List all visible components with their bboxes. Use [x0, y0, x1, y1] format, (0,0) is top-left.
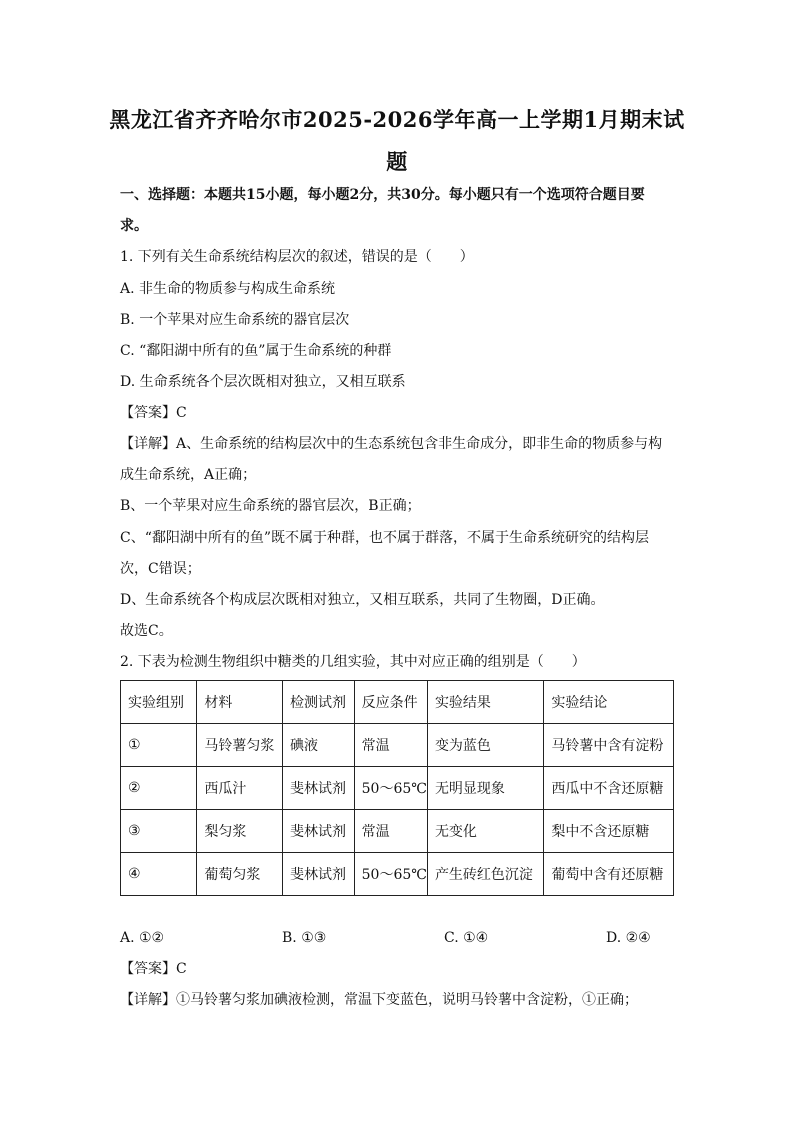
q1-explanation-line: D、生命系统各个构成层次既相对独立，又相互联系，共同了生物圈，D正确。	[120, 592, 605, 608]
table-cell: 常温	[354, 810, 427, 853]
table-cell: 无变化	[427, 810, 543, 853]
table-row	[121, 767, 674, 810]
table-cell: 梨中不含还原糖	[544, 810, 674, 853]
table-header-row	[121, 681, 674, 724]
q2-option-c: C. ①④	[444, 930, 489, 946]
table-header-cell: 反应条件	[354, 681, 427, 724]
table-cell: 无明显现象	[427, 767, 543, 810]
table-cell: 变为蓝色	[427, 724, 543, 767]
table-header-cell: 实验结论	[544, 681, 674, 724]
q2-option-a: A. ①②	[120, 930, 165, 946]
q2-explanation: 【详解】①马铃薯匀浆加碘液检测，常温下变蓝色，说明马铃薯中含淀粉，①正确；	[120, 992, 638, 1008]
table-row	[121, 853, 674, 896]
q1-explanation-line: B、一个苹果对应生命系统的器官层次，B正确；	[120, 498, 421, 514]
table-cell: 马铃薯匀浆	[197, 724, 283, 767]
q2-option-d: D. ②④	[606, 930, 651, 946]
section-heading-line-1: 一、选择题：本题共15小题，每小题2分，共30分。每小题只有一个选项符合题目要	[120, 187, 645, 203]
q2-stem: 2. 下表为检测生物组织中糖类的几组实验，其中对应正确的组别是（ ）	[120, 654, 586, 670]
q1-explanation-line: C、“鄱阳湖中所有的鱼”既不属于种群，也不属于群落，不属于生命系统研究的结构层	[120, 530, 650, 546]
q1-stem: 1. 下列有关生命系统结构层次的叙述，错误的是（ ）	[120, 249, 474, 265]
table-cell: 产生砖红色沉淀	[427, 853, 543, 896]
table-cell: 斐林试剂	[283, 767, 355, 810]
table-cell: 斐林试剂	[283, 853, 355, 896]
table-header-cell: 材料	[197, 681, 283, 724]
table-cell: 斐林试剂	[283, 810, 355, 853]
q1-option-b: B. 一个苹果对应生命系统的器官层次	[120, 312, 350, 328]
table-cell: ②	[121, 767, 197, 810]
q1-explanation-line: 【详解】A、生命系统的结构层次中的生态系统包含非生命成分，即非生命的物质参与构	[120, 436, 663, 452]
q1-option-d: D. 生命系统各个层次既相对独立，又相互联系	[120, 374, 406, 390]
sugar-test-table	[120, 680, 674, 896]
q1-explanation-line: 次，C错误；	[120, 561, 201, 577]
table-cell: 葡萄匀浆	[197, 853, 283, 896]
table-cell: ③	[121, 810, 197, 853]
table-row	[121, 724, 674, 767]
section-heading-line-2: 求。	[120, 218, 148, 234]
q1-explanation-line: 故选C。	[120, 623, 173, 639]
table-cell: ①	[121, 724, 197, 767]
exam-title-line-1: 黑龙江省齐齐哈尔市2025-2026学年高一上学期1月期末试	[109, 107, 685, 132]
table-header-cell: 检测试剂	[283, 681, 355, 724]
table-cell: 50～65℃	[354, 853, 427, 896]
table-cell: 西瓜中不含还原糖	[544, 767, 674, 810]
q1-answer: 【答案】C	[120, 405, 187, 421]
q1-explanation-line: 成生命系统，A正确；	[120, 467, 257, 483]
table-header-cell: 实验结果	[427, 681, 543, 724]
q2-option-b: B. ①③	[282, 930, 327, 946]
exam-title-line-2: 题	[386, 149, 408, 174]
table-cell: 50～65℃	[354, 767, 427, 810]
table-row	[121, 810, 674, 853]
table-cell: 常温	[354, 724, 427, 767]
q2-answer: 【答案】C	[120, 961, 187, 977]
table-header-cell: 实验组别	[121, 681, 197, 724]
table-cell: 马铃薯中含有淀粉	[544, 724, 674, 767]
q1-option-a: A. 非生命的物质参与构成生命系统	[120, 281, 336, 297]
table-cell: 梨匀浆	[197, 810, 283, 853]
table-cell: 西瓜汁	[197, 767, 283, 810]
table-cell: 葡萄中含有还原糖	[544, 853, 674, 896]
q1-option-c: C. “鄱阳湖中所有的鱼”属于生命系统的种群	[120, 343, 392, 359]
table-cell: 碘液	[283, 724, 355, 767]
table-cell: ④	[121, 853, 197, 896]
